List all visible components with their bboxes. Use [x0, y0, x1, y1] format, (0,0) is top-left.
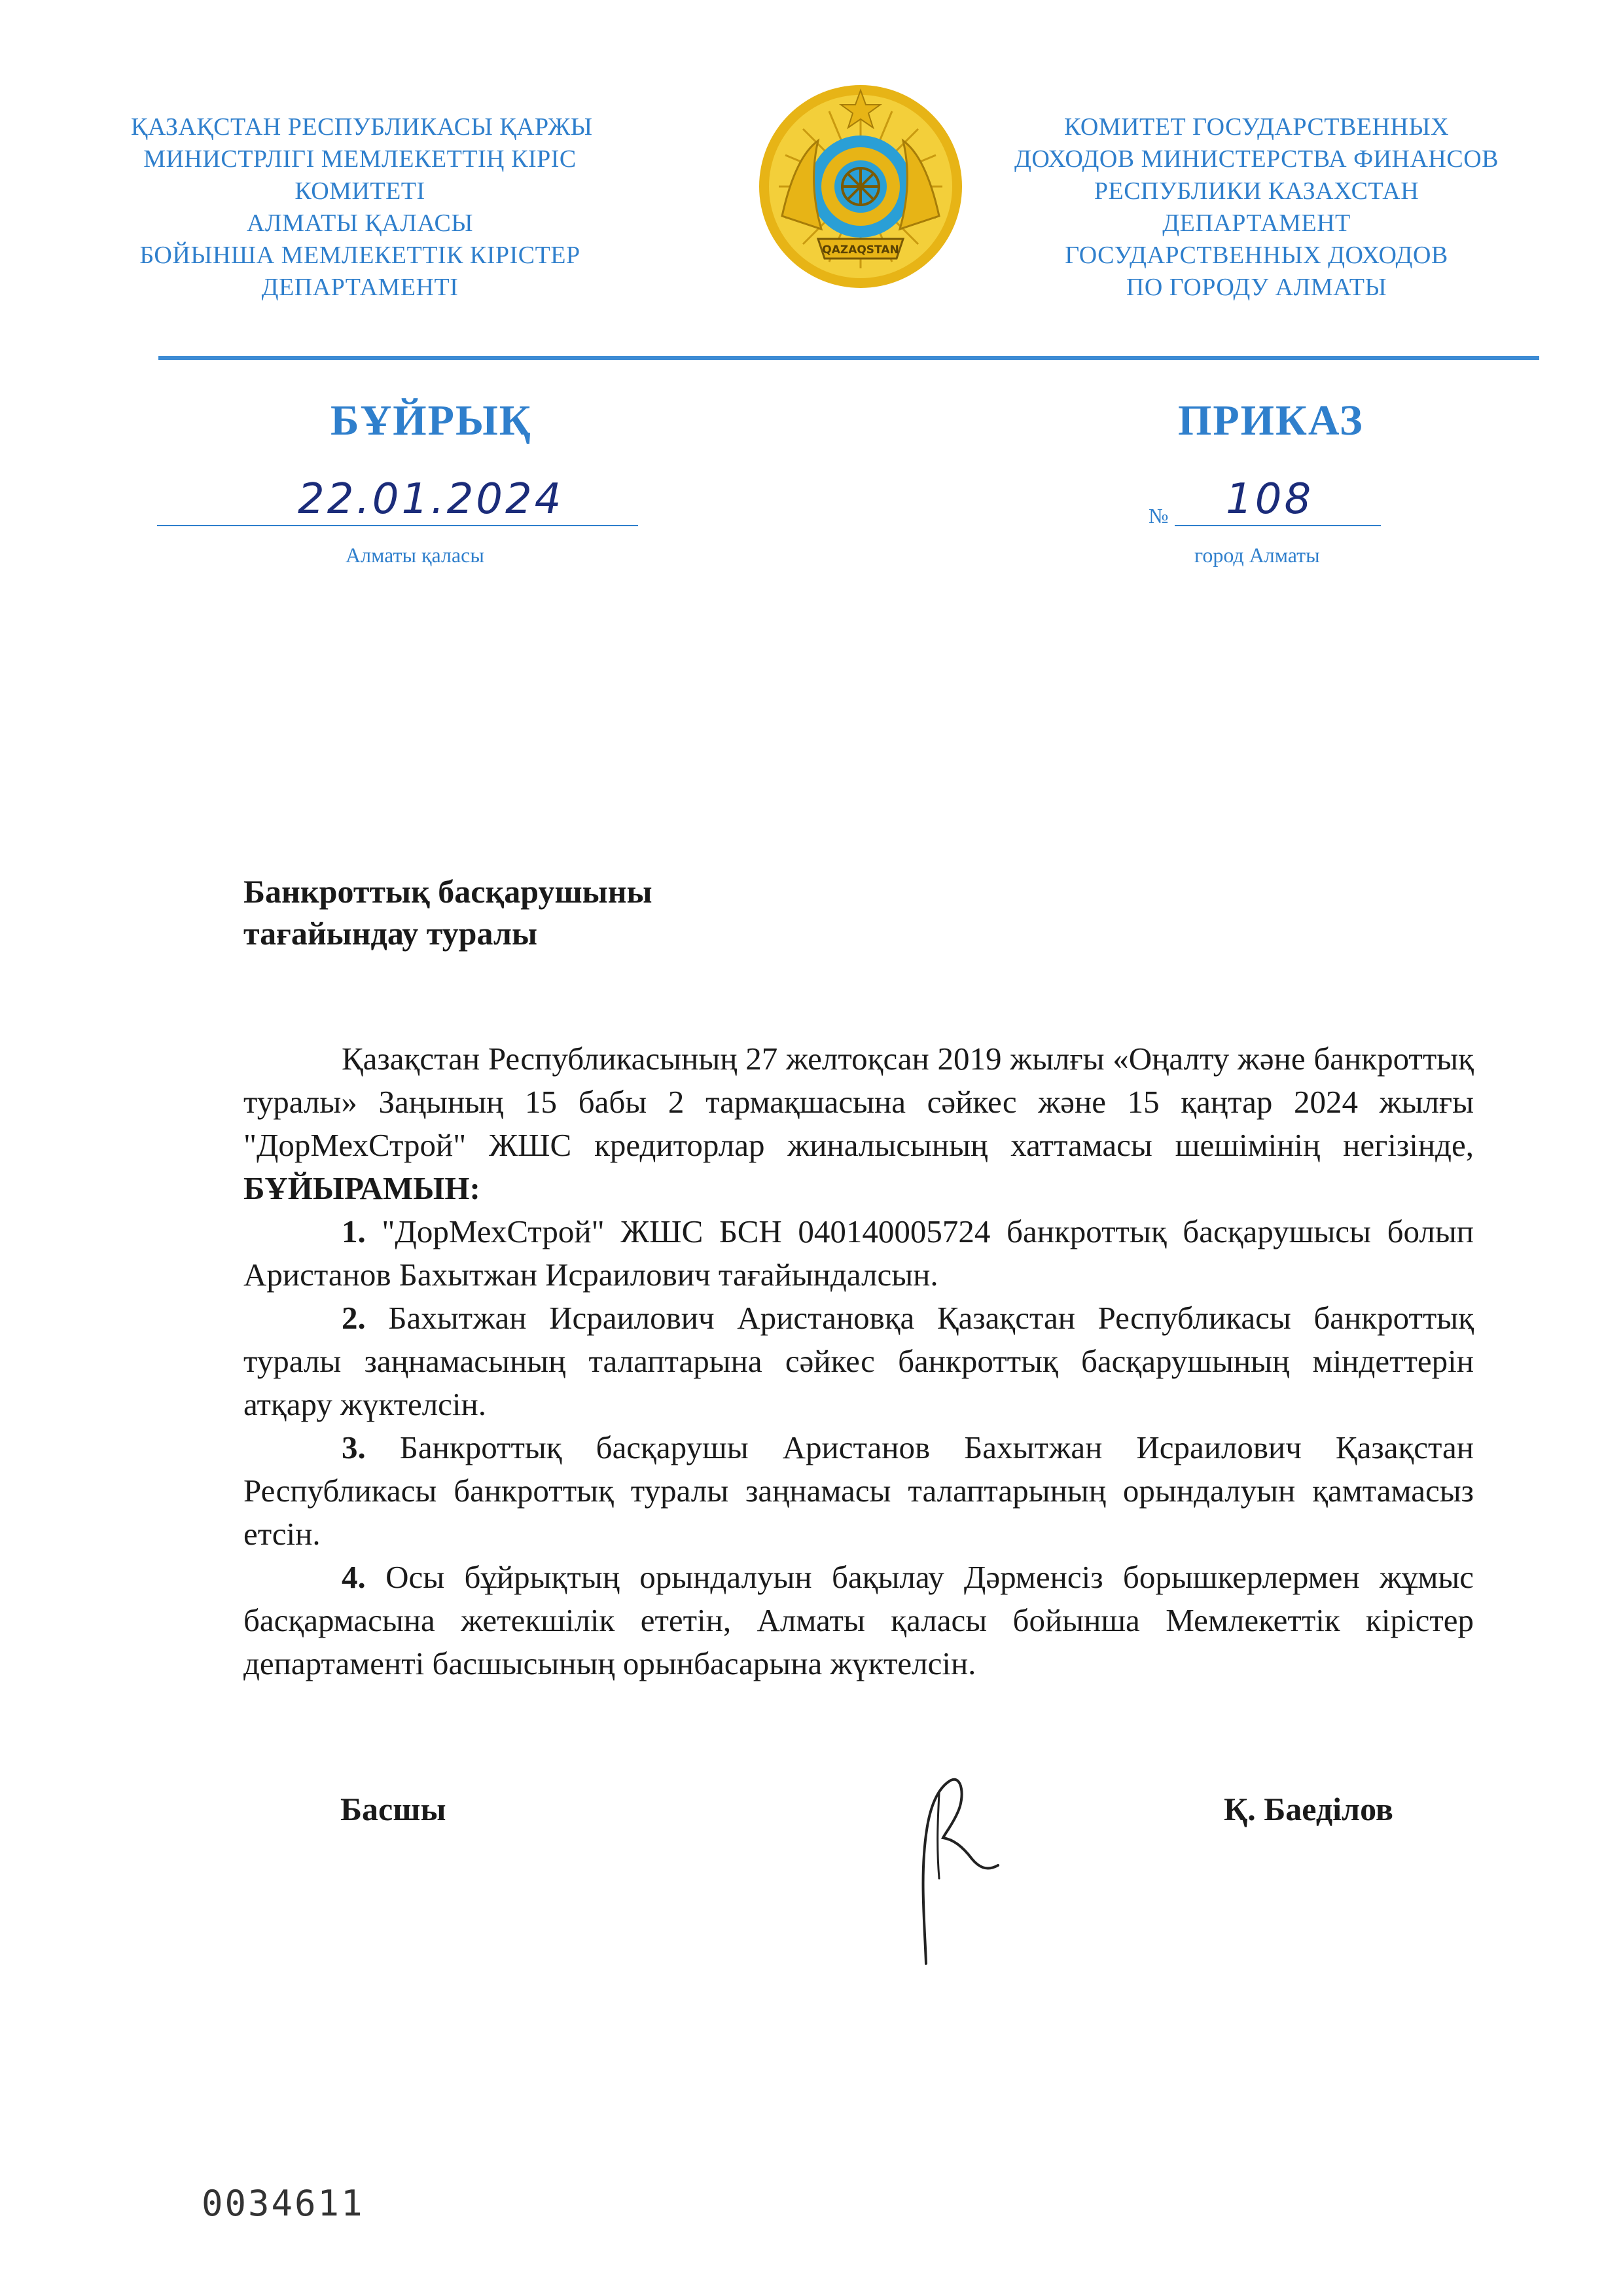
order-item-number: 4. — [342, 1559, 366, 1595]
header-right-line: ПО ГОРОДУ АЛМАТЫ — [1126, 274, 1387, 301]
state-emblem-icon — [756, 79, 965, 295]
order-item-number: 1. — [342, 1213, 366, 1249]
signatory-role: Басшы — [340, 1791, 446, 1827]
city-ru: город Алматы — [1194, 543, 1320, 567]
order-item-text: "ДорМехСтрой" ЖШС БСН 040140005724 банкроттық басқарушысы болып Аристанов Бахытжан Исраилович тағайындалсын. — [243, 1213, 1474, 1293]
order-item-text: Осы бұйрықтың орындалуын бақылау Дәрменсіз борышкерлермен жұмыс басқармасына жетекшілік ететін, Алматы қаласы бойынша Мемлекеттік кірістер департаменті басшысының орынбасарына жүктелсін. — [243, 1559, 1474, 1681]
header-right-org — [998, 111, 1515, 304]
header-right-line: ГОСУДАРСТВЕННЫХ ДОХОДОВ — [1065, 242, 1448, 269]
city-kz: Алматы қаласы — [346, 543, 484, 567]
order-word: БҰЙЫРАМЫН: — [243, 1170, 480, 1206]
emblem-graphic — [756, 79, 965, 295]
header-left-line: КОМИТЕТІ — [294, 177, 425, 205]
header-left-line: МИНИСТРЛІГІ МЕМЛЕКЕТТІҢ КІРІС — [143, 145, 577, 173]
emblem-text: QAZAQSTAN — [822, 243, 899, 257]
serial-number: 0034611 — [202, 2183, 365, 2224]
doc-type-kz: БҰЙРЫҚ — [330, 397, 532, 444]
number-prefix: № — [1149, 504, 1169, 528]
header-left-line: ДЕПАРТАМЕНТІ — [261, 274, 459, 301]
header-right-line: КОМИТЕТ ГОСУДАРСТВЕННЫХ — [1063, 113, 1450, 141]
order-body — [243, 1037, 1474, 1685]
signatory-name: Қ. Баеділов — [1224, 1791, 1393, 1827]
date-line — [157, 475, 638, 526]
handwritten-signature — [900, 1767, 1031, 1977]
signature-graphic — [900, 1767, 1031, 1977]
order-item-text: Бахытжан Исраилович Аристановқа Қазақстан Республикасы банкроттық туралы заңнамасының талаптарына сәйкес банкроттық басқарушының міндеттерін атқару жүктелсін. — [243, 1300, 1474, 1422]
header-left-line: АЛМАТЫ ҚАЛАСЫ — [246, 209, 474, 237]
doc-type-ru: ПРИКАЗ — [1178, 397, 1364, 444]
order-item — [243, 1297, 1474, 1426]
header-left-org — [131, 111, 593, 304]
number-handwritten: 108 — [1226, 475, 1314, 524]
order-title — [243, 870, 652, 954]
header-right-line: РЕСПУБЛИКИ КАЗАХСТАН — [1094, 177, 1419, 205]
order-item — [243, 1210, 1474, 1297]
number-line — [1175, 475, 1381, 526]
order-title-line: тағайындау туралы — [243, 915, 538, 952]
date-handwritten: 22.01.2024 — [298, 475, 564, 524]
order-item — [243, 1556, 1474, 1685]
header-divider — [158, 356, 1539, 360]
body-intro-paragraph — [243, 1037, 1474, 1210]
header-left-line: БОЙЫНША МЕМЛЕКЕТТІК КІРІСТЕР — [139, 242, 580, 269]
order-item-number: 3. — [342, 1429, 366, 1465]
header-right-line: ДОХОДОВ МИНИСТЕРСТВА ФИНАНСОВ — [1014, 145, 1499, 173]
header-right-line: ДЕПАРТАМЕНТ — [1162, 209, 1351, 237]
order-item-text: Банкроттық басқарушы Аристанов Бахытжан Исраилович Қазақстан Республикасы банкроттық туралы заңнамасы талаптарының орындалуын қамтамасыз етсін. — [243, 1429, 1474, 1552]
order-title-line: Банкроттық басқарушыны — [243, 873, 652, 910]
order-item — [243, 1426, 1474, 1556]
order-item-number: 2. — [342, 1300, 366, 1336]
body-intro: Қазақстан Республикасының 27 желтоқсан 2019 жылғы «Оңалту және банкроттық туралы» Заңының 15 бабы 2 тармақшасына сәйкес және 15 қаңтар 2024 жылғы "ДорМехСтрой" ЖШС кредиторлар жиналысының хаттамасы шешімінің негізінде, — [243, 1041, 1474, 1163]
header-left-line: ҚАЗАҚСТАН РЕСПУБЛИКАСЫ ҚАРЖЫ — [131, 113, 593, 141]
